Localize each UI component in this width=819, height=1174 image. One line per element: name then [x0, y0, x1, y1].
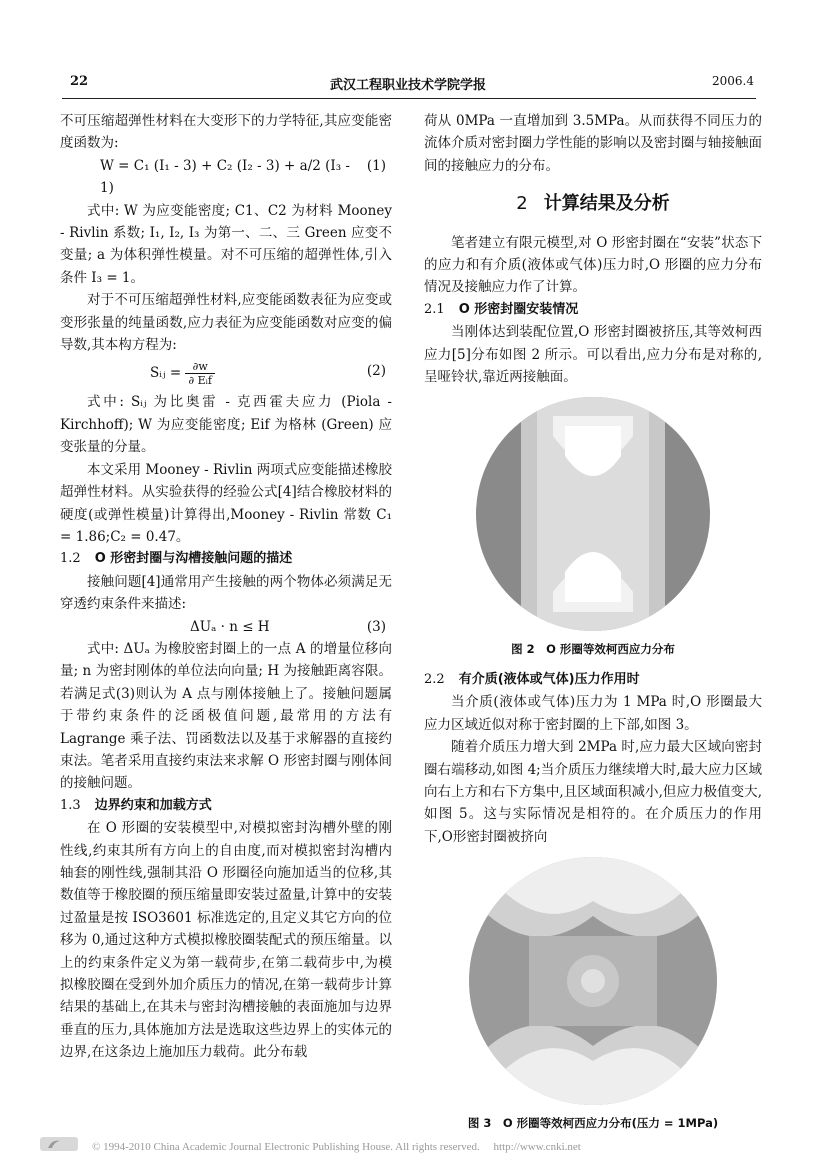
equation-number: (1) [366, 157, 386, 174]
section-heading-2-2 [424, 669, 762, 691]
figure-2-stress-plot [475, 396, 711, 632]
paragraph: 当介质(液体或气体)压力为 1 MPa 时,O 形圈最大应力区域近似对称于密封圈的上下部,如图 3。 [424, 694, 762, 733]
section-heading-2 [424, 193, 762, 215]
paragraph: 笔者建立有限元模型,对 O 形密封圈在“安装”状态下的应力和有介质(液体或气体)压力时,O 形圈的应力分布情况及接触应力作了计算。 [424, 234, 762, 296]
issue-number: 2006.4 [712, 74, 754, 88]
section-number: 2.2 [424, 671, 445, 687]
section-number: 2 [516, 193, 528, 215]
paragraph: 随着介质压力增大到 2MPa 时,应力最大区域向密封圈右端移动,如图 4;当介质压力继续增大时,最大应力区域向右上方和右下方集中,且区域面积减小,但应力极值变大,如图 5。这与实际情况是相符的。在介质压力的作用下,O形密封圈被挤向 [424, 739, 762, 845]
journal-title: 武汉工程职业技术学院学报 [329, 78, 486, 93]
section-heading-1-2 [60, 548, 392, 570]
paragraph: 当刚体达到装配位置,O 形密封圈被挤压,其等效柯西应力[5]分布如图 2 所示。可以看出,应力分布是对称的,呈哑铃状,靠近两接触面。 [424, 324, 762, 386]
paragraph: 接触问题[4]通常用产生接触的两个物体必须满足无穿透约束条件来描述: [60, 573, 392, 613]
page-number: 22 [70, 74, 89, 89]
copyright-footer [40, 1138, 760, 1158]
section-title: O 形密封圈安装情况 [458, 301, 579, 317]
section-number: 1.3 [60, 797, 81, 813]
fraction-numerator: ∂w [185, 360, 215, 374]
figure-2-caption: 图 2 O 形圈等效柯西应力分布 [511, 642, 675, 657]
figure-3-caption: 图 3 O 形圈等效柯西应力分布(压力 = 1MPa) [467, 1116, 719, 1131]
right-column [424, 110, 762, 1135]
fraction-denominator: ∂ Eᵢf [188, 374, 212, 388]
equation-body [150, 360, 215, 387]
paragraph: 式中: Sᵢⱼ 为比奥雷 - 克西霍夫应力 (Piola - Kirchhoff); W 为应变能密度; Eif 为格林 (Green) 应变张量的分量。 [60, 394, 392, 456]
paragraph: 本文采用 Mooney - Rivlin 两项式应变能描述橡胶超弹性材料。从实验获得的经验公式[4]结合橡胶材料的硬度(或弹性模量)计算得出,Mooney - Rivlin 常数 C₁ = 1.86;C₂ = 0.47。 [60, 461, 392, 545]
left-column [60, 110, 392, 1064]
cnki-logo-icon [40, 1136, 80, 1152]
equation-3 [60, 616, 392, 638]
equation-lhs: Sᵢⱼ = [150, 365, 182, 382]
section-title: 边界约束和加载方式 [94, 797, 212, 813]
equation-body: W = C₁ (I₁ - 3) + C₂ (I₂ - 3) + a/2 (I₃ - 1) [100, 157, 350, 197]
section-title: 计算结果及分析 [543, 193, 670, 215]
paragraph: 式中: W 为应变能密度; C1、C2 为材料 Mooney - Rivlin 系数; I₁, I₂, I₃ 为第一、二、三 Green 应变不变量; a 为体积弹性模量。对不可压缩的超弹性体,引入条件 I₃ = 1。 [60, 202, 392, 286]
paragraph: 荷从 0MPa 一直增加到 3.5MPa。从而获得不同压力的流体介质对密封圈力学性能的影响以及密封圈与轴接触面间的接触应力的分布。 [424, 113, 762, 174]
equation-number: (3) [366, 618, 386, 635]
equation-number: (2) [366, 363, 386, 380]
section-number: 1.2 [60, 551, 81, 567]
copyright-text: © 1994-2010 China Academic Journal Electronic Publishing House. All rights reserved. http://www.cnki.net [92, 1141, 581, 1153]
equation-1 [60, 155, 392, 200]
paragraph: 在 O 形圈的安装模型中,对模拟密封沟槽外壁的刚性线,约束其所有方向上的自由度,而对模拟密封沟槽内轴套的刚性线,强制其沿 O 形圈径向施加适当的位移,其数值等于橡胶圈的预压缩量即安装过盈量,计算中的安装过盈量是按 ISO3601 标准选定的,且定义其它方向的位移为 0,通过这种方式模拟橡胶圈装配式的预压缩量。以上的约束条件定义为第一载荷步,在第二载荷步中,为模拟橡胶圈在受到外加介质压力的情况,在第一载荷步计算结果的基础上,在其未与密封沟槽接触的表面施加与边界垂直的压力,具体施加方法是选取这些边界上的实体元的边界,在这条边上施加压力载荷。此分布载 [60, 820, 392, 1061]
paragraph: 式中: ΔUₐ 为橡胶密封圈上的一点 A 的增量位移向量; n 为密封刚体的单位法向向量; H 为接触距离容限。若满足式(3)则认为 A 点与刚体接触上了。接触问题属于带约束条件的泛函极值问题,最常用的方法有 Lagrange 乘子法、罚函数法以及基于求解器的直接约束法。笔者采用直接约束法来求解 O 形密封圈与刚体间的接触问题。 [60, 640, 392, 792]
equation-fraction [185, 360, 215, 387]
equation-2 [60, 360, 392, 387]
section-title: O 形密封圈与沟槽接触问题的描述 [94, 551, 293, 567]
section-heading-2-1 [424, 299, 762, 321]
section-heading-1-3 [60, 795, 392, 817]
section-title: 有介质(液体或气体)压力作用时 [458, 671, 640, 687]
paragraph: 对于不可压缩超弹性材料,应变能函数表征为应变或变形张量的纯量函数,应力表征为应变能函数对应变的偏导数,其本构方程为: [60, 292, 392, 354]
equation-body: ΔUₐ · n ≤ H [190, 618, 270, 635]
figure-3-stress-plot [469, 856, 717, 1106]
running-header [62, 74, 754, 96]
paragraph: 不可压缩超弹性材料在大变形下的力学特征,其应变能密度函数为: [60, 113, 392, 152]
section-number: 2.1 [424, 301, 445, 317]
header-rule [62, 98, 756, 99]
